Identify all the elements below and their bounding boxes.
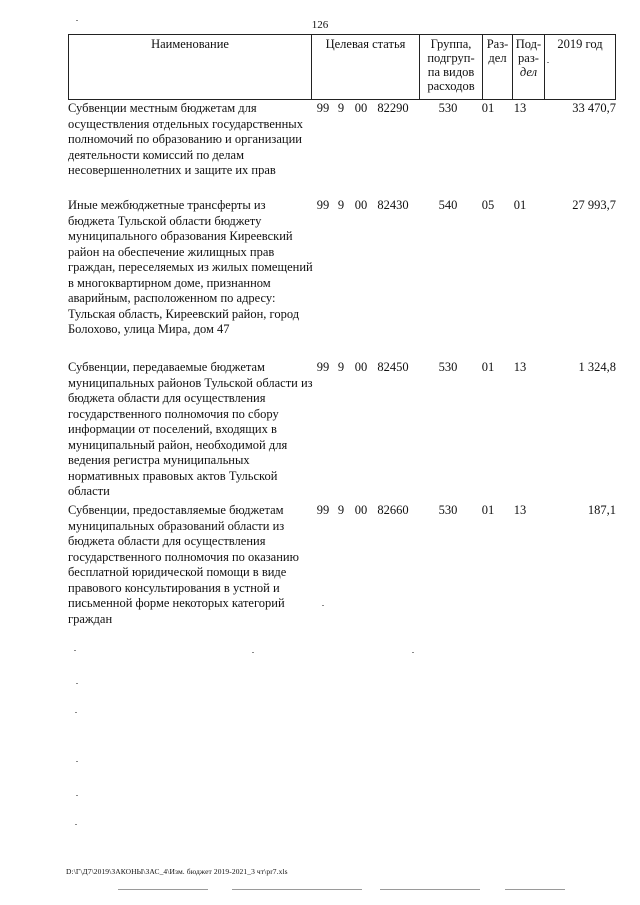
row-code-direction: 82660 — [377, 503, 409, 517]
row-code-program: 99 — [316, 360, 330, 374]
row-amount: 1 324,8 — [578, 360, 616, 374]
scan-artifact-line — [505, 889, 565, 890]
row-section: 01 — [481, 101, 495, 115]
header-name — [68, 34, 311, 100]
scan-speck — [74, 650, 76, 651]
row-section: 05 — [481, 198, 495, 212]
row-group: 540 — [438, 198, 458, 212]
header-year — [544, 34, 616, 100]
row-code-main: 00 — [354, 503, 368, 517]
row-group: 530 — [438, 503, 458, 517]
row-group: 530 — [438, 101, 458, 115]
scan-speck — [412, 652, 414, 653]
scan-speck — [75, 712, 77, 713]
header-group-line: подгруп- — [427, 51, 475, 65]
scan-artifact-line — [118, 889, 208, 890]
scan-speck — [76, 795, 78, 796]
scan-speck — [252, 652, 254, 653]
row-group: 530 — [438, 360, 458, 374]
row-name: Иные межбюджетные трансферты из бюджета Тульской области бюджету муниципального образования Киреевский район на обеспечение жилищных прав граждан, переселяемых из жилых помещений в многоквартирном доме, признанном аварийным, расположенном по адресу: Тульская область, Киреевский район, город Болохово, улица Мира, дом 47 — [68, 198, 313, 336]
row-code-direction: 82450 — [377, 360, 409, 374]
row-name: Субвенции местным бюджетам для осуществления отдельных государственных полномочий по образованию и организации деятельности комиссий по делам несовершеннолетних и защите их прав — [68, 101, 303, 177]
row-code-main: 00 — [354, 360, 368, 374]
header-group-line: Группа, — [430, 37, 472, 51]
row-code-subprogram: 9 — [337, 198, 345, 212]
header-group — [419, 34, 482, 100]
row-amount: 187,1 — [587, 503, 616, 517]
row-code-subprogram: 9 — [337, 360, 345, 374]
file-path-footer: D:\Г\Д7\2019\ЗАКОНЫ\ЗАС_4\Изм. бюджет 2019-2021_3 чт\pr7.xls — [66, 867, 288, 876]
row-name: Субвенции, предоставляемые бюджетам муниципальных образований области из бюджета области для осуществления государственного полномочия по оказанию бесплатной юридической помощи в виде правового консультирования в устной и письменной форме некоторых категорий граждан — [68, 503, 299, 626]
header-name-label: Наименование — [151, 37, 229, 51]
scan-speck — [76, 20, 78, 21]
header-year-label: 2019 год — [557, 37, 603, 51]
row-code-program: 99 — [316, 101, 330, 115]
header-subsection-line: раз- — [518, 51, 539, 65]
row-code-direction: 82430 — [377, 198, 409, 212]
row-subsection: 13 — [513, 503, 527, 517]
scan-speck — [76, 683, 78, 684]
header-target-article-label: Целевая статья — [325, 37, 406, 51]
scan-speck — [76, 761, 78, 762]
scan-speck — [547, 62, 549, 63]
row-amount: 27 993,7 — [572, 198, 616, 212]
row-code-main: 00 — [354, 198, 368, 212]
header-subsection — [512, 34, 544, 100]
header-group-line: расходов — [427, 79, 475, 93]
row-subsection: 13 — [513, 360, 527, 374]
scan-artifact-line — [380, 889, 480, 890]
row-subsection: 01 — [513, 198, 527, 212]
row-name: Субвенции, передаваемые бюджетам муниципальных районов Тульской области из бюджета области для осуществления государственного полномочия по сбору информации от поселений, входящих в муниципальный район, необходимой для ведения регистра муниципальных нормативных правовых актов Тульской области — [68, 360, 313, 498]
table-header — [68, 34, 616, 100]
header-subsection-line: Под- — [515, 37, 542, 51]
scan-speck — [75, 824, 77, 825]
scan-artifact-line — [232, 889, 362, 890]
scan-speck — [322, 605, 324, 606]
row-subsection: 13 — [513, 101, 527, 115]
row-code-program: 99 — [316, 503, 330, 517]
header-section — [482, 34, 512, 100]
header-subsection-line: дел — [519, 65, 538, 79]
header-group-line: па видов — [427, 65, 475, 79]
header-target-article — [311, 34, 419, 100]
row-code-program: 99 — [316, 198, 330, 212]
row-section: 01 — [481, 503, 495, 517]
row-section: 01 — [481, 360, 495, 374]
header-section-line: дел — [488, 51, 507, 65]
row-code-subprogram: 9 — [337, 101, 345, 115]
header-section-line: Раз- — [486, 37, 509, 51]
page-number: 126 — [311, 19, 329, 31]
row-code-subprogram: 9 — [337, 503, 345, 517]
row-code-main: 00 — [354, 101, 368, 115]
row-code-direction: 82290 — [377, 101, 409, 115]
row-amount: 33 470,7 — [572, 101, 616, 115]
